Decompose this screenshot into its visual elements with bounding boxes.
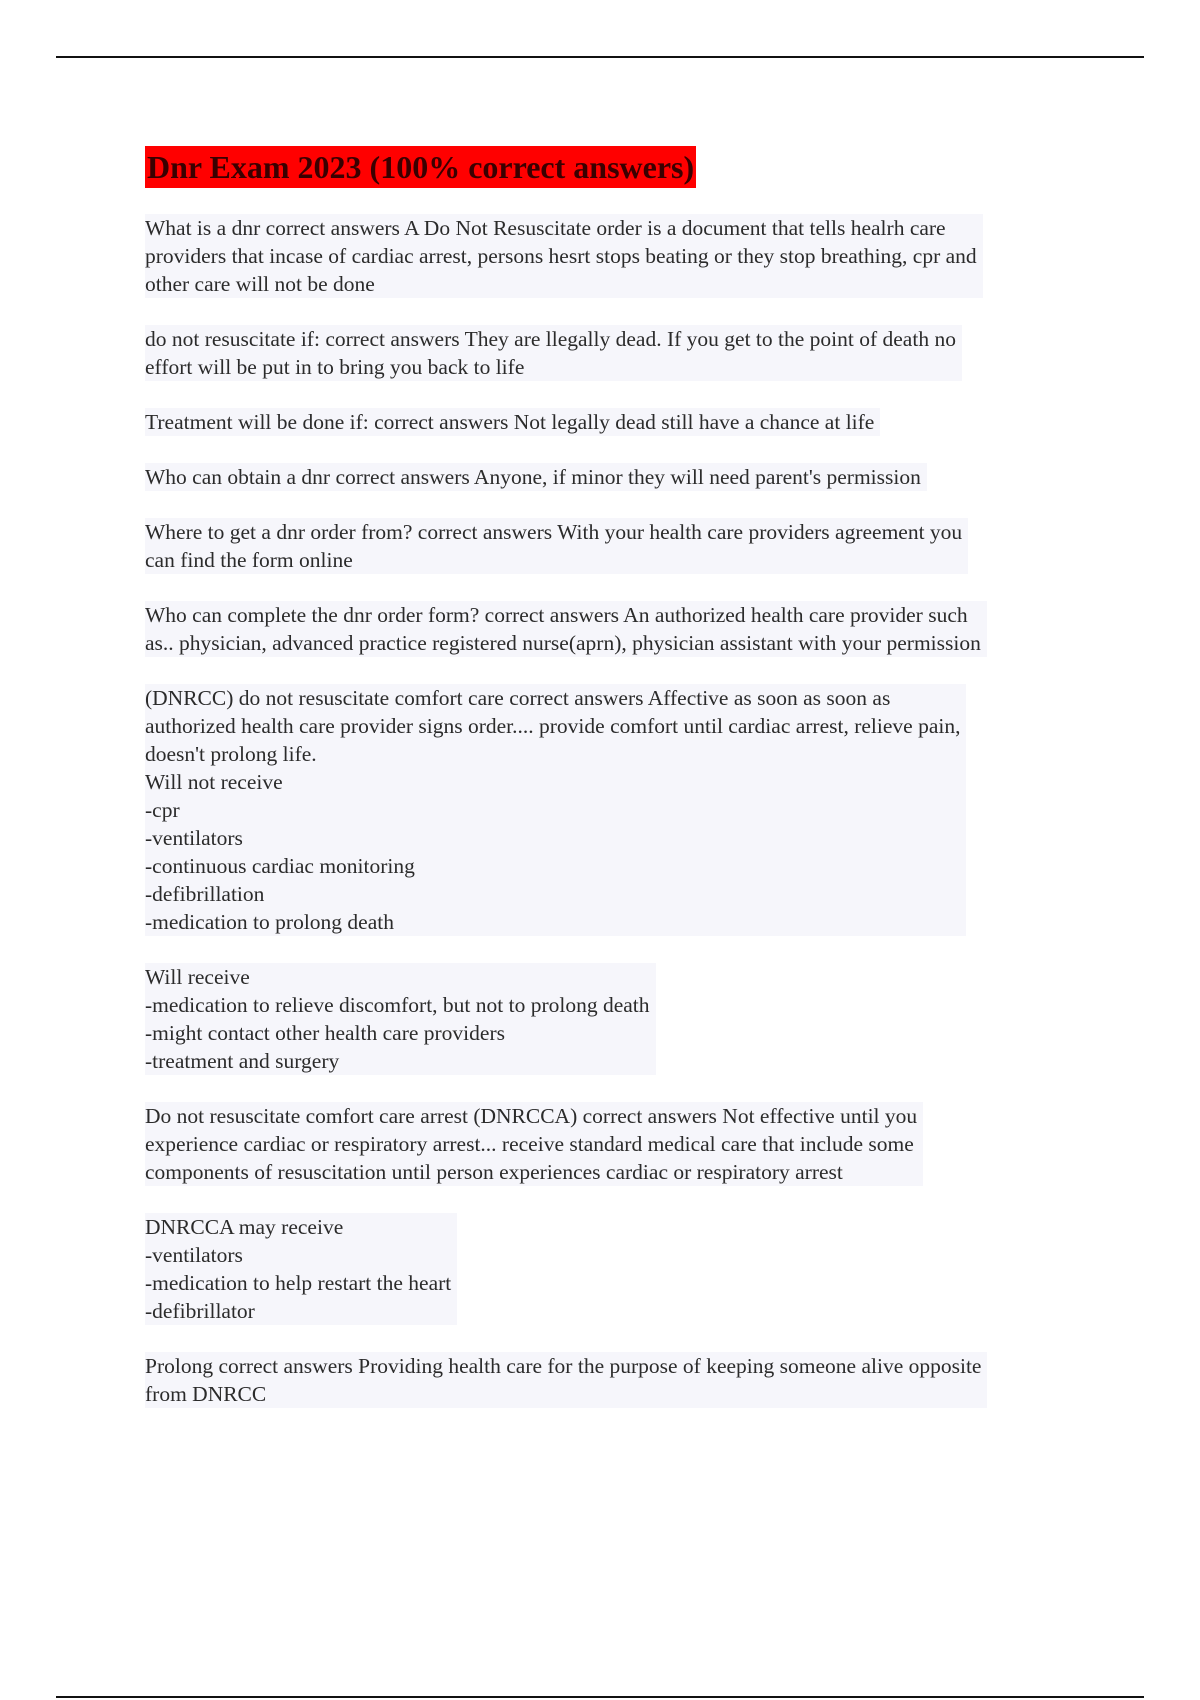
text-line: (DNRCC) do not resuscitate comfort care correct answers Affective as soon as soon as — [145, 686, 891, 710]
text-line: authorized health care provider signs order.... provide comfort until cardiac arrest, relieve pain, — [145, 714, 961, 738]
text-line: effort will be put in to bring you back to life — [145, 355, 525, 379]
qa-paragraph — [145, 214, 1095, 298]
text-line: Prolong correct answers Providing health care for the purpose of keeping someone alive opposite — [145, 1354, 982, 1378]
qa-paragraph — [145, 408, 1095, 436]
text-line: What is a dnr correct answers A Do Not Resuscitate order is a document that tells healrh care — [145, 216, 946, 240]
list-item: -ventilators — [145, 826, 243, 850]
qa-paragraph — [145, 963, 1095, 1075]
qa-paragraph — [145, 518, 1095, 574]
text-line: Where to get a dnr order from? correct answers With your health care providers agreement you — [145, 520, 963, 544]
text-line: other care will not be done — [145, 272, 375, 296]
text-line: Who can obtain a dnr correct answers Anyone, if minor they will need parent's permission — [145, 465, 921, 489]
text-line: from DNRCC — [145, 1382, 267, 1406]
text-line: Will not receive — [145, 770, 283, 794]
qa-paragraph — [145, 463, 1095, 491]
qa-paragraph — [145, 684, 1095, 936]
list-item: -cpr — [145, 798, 180, 822]
qa-paragraph — [145, 601, 1095, 657]
list-item: -medication to help restart the heart — [145, 1271, 452, 1295]
document-title: Dnr Exam 2023 (100% correct answers) — [145, 146, 696, 188]
qa-paragraph — [145, 325, 1095, 381]
list-item: -medication to relieve discomfort, but not to prolong death — [145, 993, 650, 1017]
text-line: Who can complete the dnr order form? correct answers An authorized health care provider such — [145, 603, 968, 627]
text-line: components of resuscitation until person experiences cardiac or respiratory arrest — [145, 1160, 843, 1184]
qa-paragraph — [145, 1213, 1095, 1325]
text-line: Treatment will be done if: correct answers Not legally dead still have a chance at life — [145, 410, 875, 434]
text-line: Will receive — [145, 965, 250, 989]
text-line: DNRCCA may receive — [145, 1215, 344, 1239]
document-body — [145, 214, 1095, 1435]
bottom-rule — [56, 1696, 1144, 1698]
list-item: -defibrillation — [145, 882, 265, 906]
list-item: -might contact other health care providers — [145, 1021, 505, 1045]
list-item: -treatment and surgery — [145, 1049, 340, 1073]
text-line: experience cardiac or respiratory arrest... receive standard medical care that include some — [145, 1132, 914, 1156]
list-item: -continuous cardiac monitoring — [145, 854, 415, 878]
text-line: can find the form online — [145, 548, 353, 572]
top-rule — [56, 56, 1144, 58]
list-item: -medication to prolong death — [145, 910, 394, 934]
text-line: providers that incase of cardiac arrest, persons hesrt stops beating or they stop breathing, cpr and — [145, 244, 977, 268]
text-line: as.. physician, advanced practice registered nurse(aprn), physician assistant with your permission — [145, 631, 981, 655]
text-line: doesn't prolong life. — [145, 742, 317, 766]
text-line: do not resuscitate if: correct answers They are llegally dead. If you get to the point of death no — [145, 327, 956, 351]
text-line: Do not resuscitate comfort care arrest (DNRCCA) correct answers Not effective until you — [145, 1104, 918, 1128]
list-item: -ventilators — [145, 1243, 243, 1267]
list-item: -defibrillator — [145, 1299, 255, 1323]
qa-paragraph — [145, 1102, 1095, 1186]
qa-paragraph — [145, 1352, 1095, 1408]
